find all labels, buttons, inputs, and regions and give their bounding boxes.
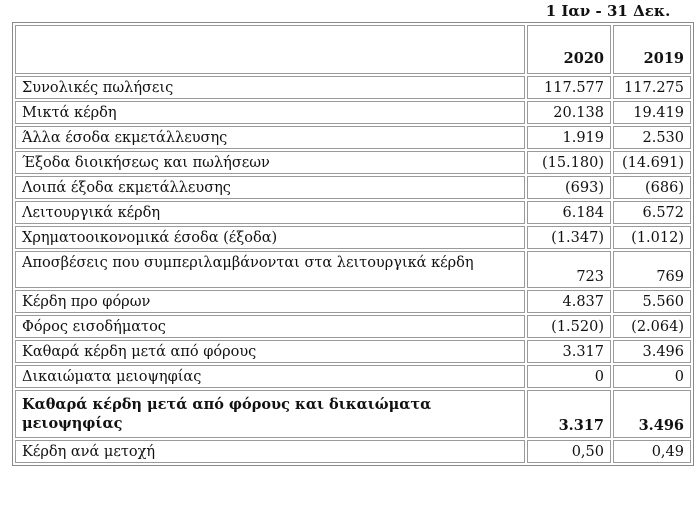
- value-2020: 0,50: [527, 440, 611, 463]
- value-2019: 5.560: [613, 290, 691, 313]
- header-label-cell: [15, 25, 525, 74]
- table-row: [15, 290, 691, 313]
- row-label: Μικτά κέρδη: [15, 101, 525, 124]
- row-label: Δικαιώματα μειοψηφίας: [15, 365, 525, 388]
- row-label: Χρηματοοικονομικά έσοδα (έξοδα): [15, 226, 525, 249]
- table-row: [15, 440, 691, 463]
- row-label: Έξοδα διοικήσεως και πωλήσεων: [15, 151, 525, 174]
- table-row: [15, 201, 691, 224]
- row-label: Καθαρά κέρδη μετά από φόρους και δικαιώματα μειοψηφίας: [15, 390, 525, 438]
- value-2019: 117.275: [613, 76, 691, 99]
- value-2019: 6.572: [613, 201, 691, 224]
- row-label: Κέρδη προ φόρων: [15, 290, 525, 313]
- row-label: Άλλα έσοδα εκμετάλλευσης: [15, 126, 525, 149]
- table-row: [15, 340, 691, 363]
- value-2020: 723: [527, 251, 611, 288]
- value-2019: 19.419: [613, 101, 691, 124]
- income-statement-table: [12, 22, 694, 466]
- value-2019: 0: [613, 365, 691, 388]
- value-2019: 3.496: [613, 390, 691, 438]
- value-2019: 0,49: [613, 440, 691, 463]
- value-2019: 769: [613, 251, 691, 288]
- value-2020: 4.837: [527, 290, 611, 313]
- table-row: [15, 315, 691, 338]
- value-2020: 20.138: [527, 101, 611, 124]
- table-row: [15, 76, 691, 99]
- value-2020: (1.520): [527, 315, 611, 338]
- value-2019: (14.691): [613, 151, 691, 174]
- value-2019: 2.530: [613, 126, 691, 149]
- value-2020: 117.577: [527, 76, 611, 99]
- table-row: [15, 151, 691, 174]
- row-label: Λοιπά έξοδα εκμετάλλευσης: [15, 176, 525, 199]
- table-row: [15, 176, 691, 199]
- table-row: [15, 251, 691, 288]
- row-label: Λειτουργικά κέρδη: [15, 201, 525, 224]
- value-2020: 1.919: [527, 126, 611, 149]
- value-2019: 3.496: [613, 340, 691, 363]
- row-label: Αποσβέσεις που συμπεριλαμβάνονται στα λειτουργικά κέρδη: [15, 251, 525, 288]
- value-2020: (1.347): [527, 226, 611, 249]
- table-row: [15, 365, 691, 388]
- row-label: Φόρος εισοδήματος: [15, 315, 525, 338]
- header-year-2019: 2019: [613, 25, 691, 74]
- value-2020: 0: [527, 365, 611, 388]
- value-2019: (2.064): [613, 315, 691, 338]
- row-label: Συνολικές πωλήσεις: [15, 76, 525, 99]
- value-2020: 6.184: [527, 201, 611, 224]
- row-label: Κέρδη ανά μετοχή: [15, 440, 525, 463]
- header-year-2020: 2020: [527, 25, 611, 74]
- table-row: [15, 226, 691, 249]
- value-2020: (693): [527, 176, 611, 199]
- value-2019: (686): [613, 176, 691, 199]
- value-2020: 3.317: [527, 390, 611, 438]
- value-2020: (15.180): [527, 151, 611, 174]
- value-2020: 3.317: [527, 340, 611, 363]
- table-row-total: [15, 390, 691, 438]
- value-2019: (1.012): [613, 226, 691, 249]
- row-label: Καθαρά κέρδη μετά από φόρους: [15, 340, 525, 363]
- table-row: [15, 101, 691, 124]
- period-header: 1 Ιαν - 31 Δεκ.: [545, 2, 671, 20]
- header-row: [15, 25, 691, 74]
- table-row: [15, 126, 691, 149]
